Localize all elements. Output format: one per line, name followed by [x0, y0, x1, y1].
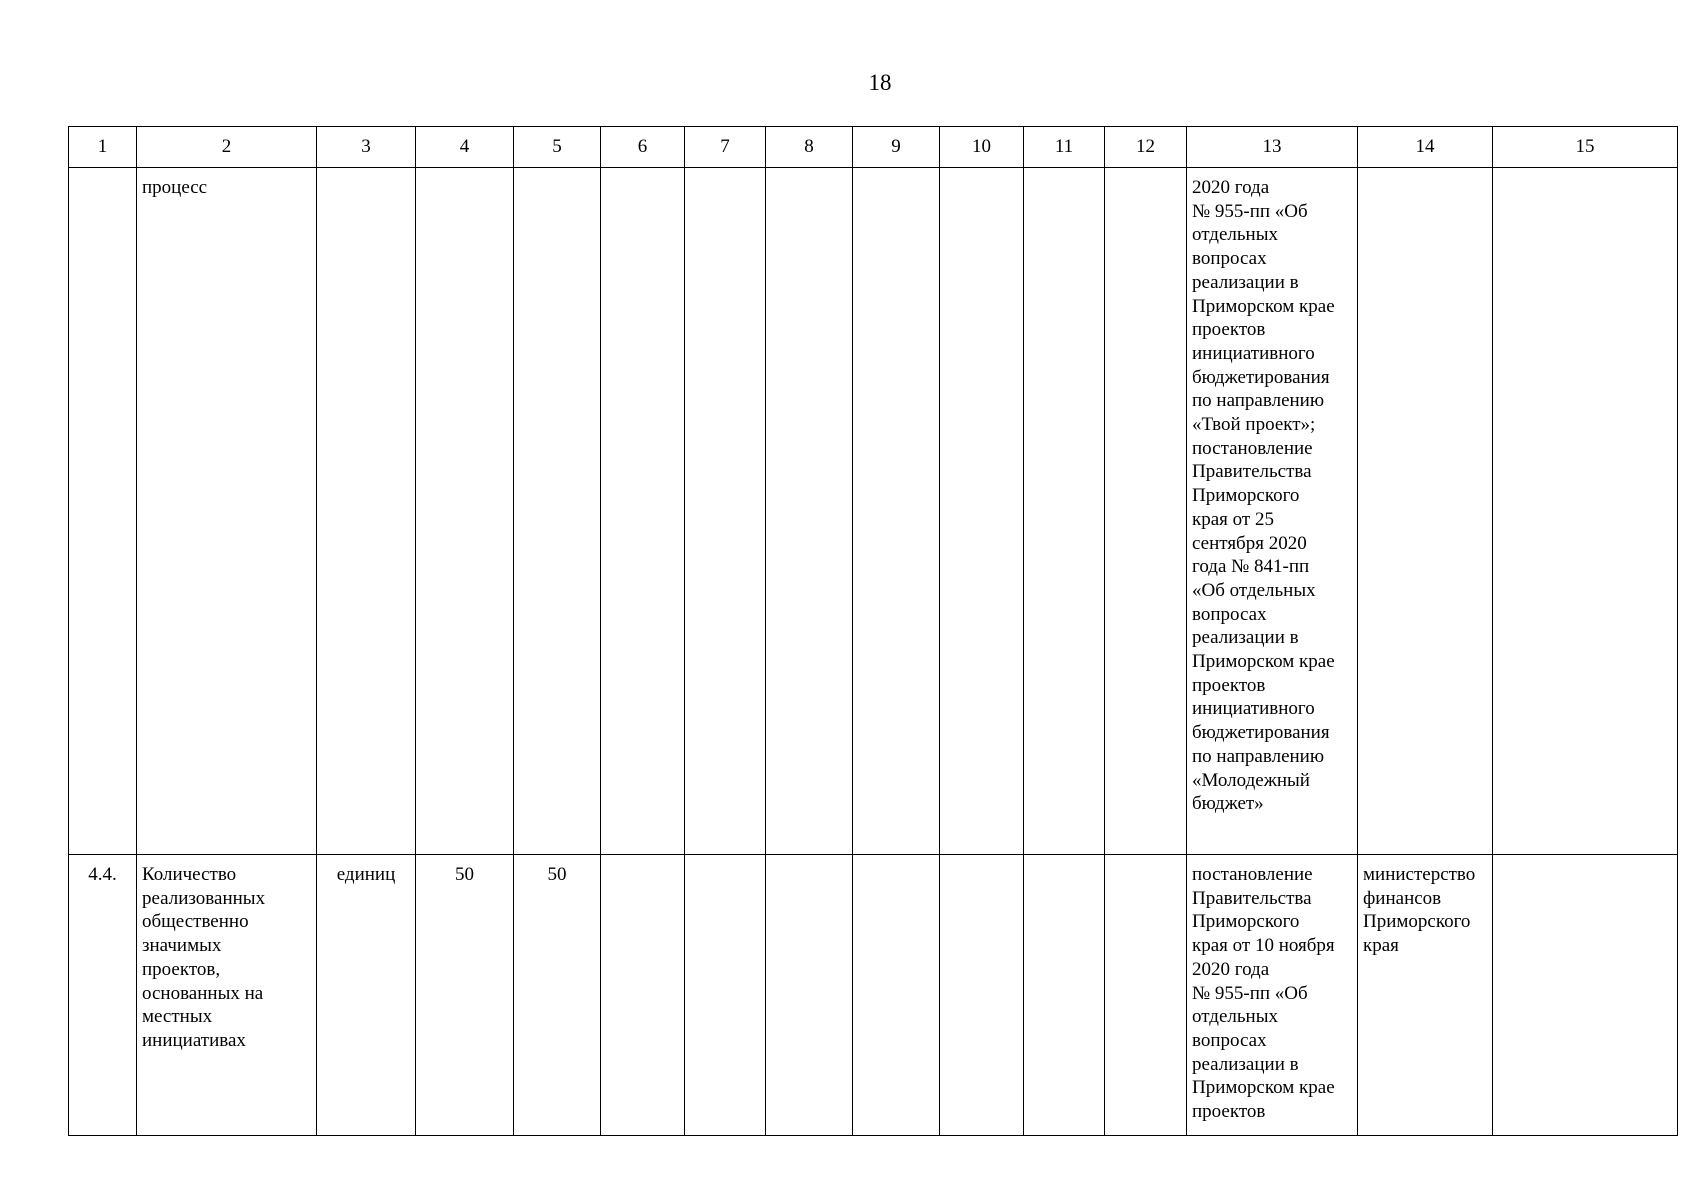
- header-cell: 15: [1493, 127, 1678, 168]
- header-cell: 7: [685, 127, 766, 168]
- table-row: [69, 168, 1678, 855]
- legal-basis-cell: постановление Правительства Приморского края от 10 ноября 2020 года № 955-пп «Об отдельных вопросах реализации в Приморском крае проектов: [1187, 855, 1358, 1136]
- table-header-row: [69, 127, 1678, 168]
- responsible-body-cell: министерство финансов Приморского края: [1358, 855, 1493, 1136]
- legal-basis-cell: 2020 года № 955-пп «Об отдельных вопросах реализации в Приморском крае проектов инициативного бюджетирования по направлению «Твой проект»; постановление Правительства Приморского края от 25 сентября 2020 года № 841-пп «Об отдельных вопросах реализации в Приморском крае проектов инициативного бюджетирования по направлению «Молодежный бюджет»: [1187, 168, 1358, 855]
- table-cell: [601, 855, 685, 1136]
- header-cell: 1: [69, 127, 137, 168]
- table-cell: [1358, 168, 1493, 855]
- table-cell: [416, 168, 514, 855]
- table-cell: [69, 168, 137, 855]
- data-table: [68, 126, 1678, 1136]
- indicator-name-cell: процесс: [137, 168, 317, 855]
- page-number: 18: [868, 70, 892, 95]
- value-cell: 50: [416, 855, 514, 1136]
- table-cell: [685, 168, 766, 855]
- header-cell: 12: [1105, 127, 1187, 168]
- table-cell: [514, 168, 601, 855]
- header-cell: 10: [940, 127, 1024, 168]
- table-cell: [766, 168, 853, 855]
- table-cell: [940, 168, 1024, 855]
- table-cell: [766, 855, 853, 1136]
- table-cell: [1024, 855, 1105, 1136]
- table-cell: [1493, 168, 1678, 855]
- table-cell: [317, 168, 416, 855]
- header-cell: 5: [514, 127, 601, 168]
- header-cell: 11: [1024, 127, 1105, 168]
- row-number-cell: 4.4.: [69, 855, 137, 1136]
- table-cell: [853, 855, 940, 1136]
- header-cell: 3: [317, 127, 416, 168]
- table-cell: [1024, 168, 1105, 855]
- table-cell: [853, 168, 940, 855]
- header-cell: 4: [416, 127, 514, 168]
- table-cell: [601, 168, 685, 855]
- value-cell: 50: [514, 855, 601, 1136]
- table-cell: [1105, 168, 1187, 855]
- indicator-name-cell: Количество реализованных общественно значимых проектов, основанных на местных инициативах: [137, 855, 317, 1136]
- table-cell: [685, 855, 766, 1136]
- header-cell: 14: [1358, 127, 1493, 168]
- header-cell: 13: [1187, 127, 1358, 168]
- table-cell: [940, 855, 1024, 1136]
- header-cell: 6: [601, 127, 685, 168]
- table-row: [69, 855, 1678, 1136]
- unit-cell: единиц: [317, 855, 416, 1136]
- header-cell: 9: [853, 127, 940, 168]
- table-cell: [1493, 855, 1678, 1136]
- table-cell: [1105, 855, 1187, 1136]
- header-cell: 8: [766, 127, 853, 168]
- header-cell: 2: [137, 127, 317, 168]
